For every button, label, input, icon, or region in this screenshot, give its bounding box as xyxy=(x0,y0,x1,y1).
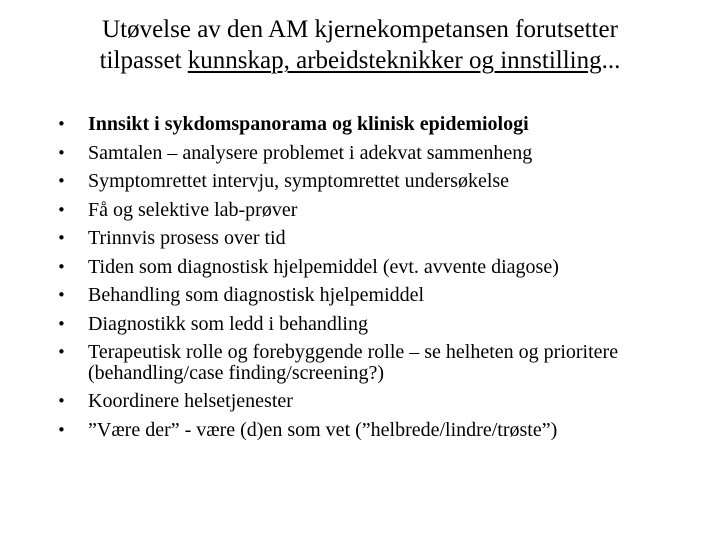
bullet-marker: • xyxy=(57,200,66,219)
bullet-text: Trinnvis prosess over tid xyxy=(88,227,286,249)
bullet-text: Innsikt i sykdomspanorama og klinisk epidemiologi xyxy=(88,113,529,135)
bullet-item xyxy=(55,338,695,387)
bullet-item xyxy=(55,139,695,168)
bullet-text: ”Være der” - være (d)en som vet (”helbrede/lindre/trøste”) xyxy=(88,418,558,441)
bullet-text: Behandling som diagnostisk hjelpemiddel xyxy=(88,284,425,306)
bullet-item xyxy=(55,224,695,253)
title-line-2-prefix: tilpasset xyxy=(99,47,188,74)
bullet-text: Tiden som diagnostisk hjelpemiddel (evt. avvente diagose) xyxy=(88,255,559,278)
title-line-2-suffix: ... xyxy=(601,47,621,74)
title-line-2 xyxy=(0,45,720,76)
bullet-text: Samtalen – analysere problemet i adekvat sammenheng xyxy=(88,141,533,164)
bullet-text: Diagnostikk som ledd i behandling xyxy=(88,312,368,335)
bullet-marker: • xyxy=(57,420,66,439)
bullet-marker: • xyxy=(57,314,66,333)
bullet-marker: • xyxy=(57,286,66,304)
bullet-item xyxy=(55,196,695,225)
bullet-item xyxy=(55,110,695,139)
bullet-list xyxy=(55,110,695,444)
title-line-1: Utøvelse av den AM kjernekompetansen forutsetter xyxy=(102,16,618,43)
bullet-marker: • xyxy=(57,392,66,410)
bullet-item xyxy=(55,281,695,310)
bullet-item xyxy=(55,416,695,445)
bullet-item xyxy=(55,310,695,339)
bullet-text: Terapeutisk rolle og forebyggende rolle – se helheten og prioritere (behandling/case finding/screening?) xyxy=(88,341,619,384)
bullet-item xyxy=(55,253,695,282)
bullet-text: Koordinere helsetjenester xyxy=(88,390,293,412)
bullet-marker: • xyxy=(57,115,66,133)
title-underlined-phrase: kunnskap, arbeidsteknikker og innstilling xyxy=(187,47,602,74)
bullet-text: Få og selektive lab-prøver xyxy=(88,198,298,221)
bullet-marker: • xyxy=(57,143,66,162)
bullet-item xyxy=(55,387,695,416)
bullet-text: Symptomrettet intervju, symptomrettet undersøkelse xyxy=(88,170,510,192)
bullet-marker: • xyxy=(57,343,66,361)
bullet-marker: • xyxy=(57,172,66,190)
bullet-marker: • xyxy=(57,229,66,247)
bullet-item xyxy=(55,167,695,196)
bullet-marker: • xyxy=(57,257,66,276)
slide-title xyxy=(0,14,720,76)
